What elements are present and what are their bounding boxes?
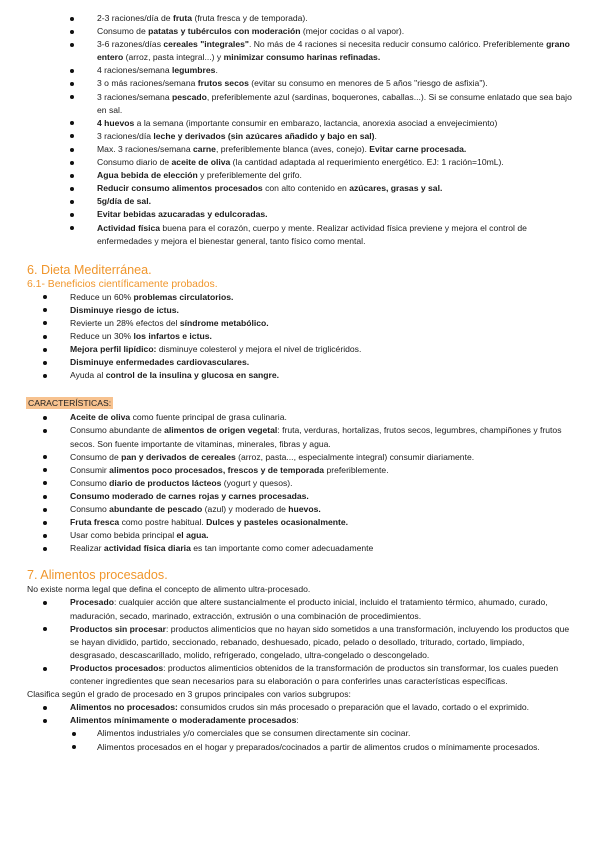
list-item [27,343,574,356]
list-item [27,304,574,317]
caracteristicas-label: CARACTERÍSTICAS: [28,398,112,409]
text-segment: como postre habitual. [119,517,207,528]
text-segment: : [296,715,299,726]
characteristics-list [27,411,574,555]
text-segment: Procesado [70,597,114,608]
text-segment: pan y derivados de cereales [121,451,236,462]
text-segment: minimizar consumo harinas refinadas. [223,52,381,63]
list-item [27,91,574,117]
text-segment: Reduce un 60% [70,291,134,302]
list-item [27,195,574,208]
text-segment: patatas y tubérculos con moderación [148,26,301,37]
text-segment: . No más de 4 raciones si necesita reducir consumo calórico. Preferiblemente [248,39,547,50]
list-item [27,596,574,622]
list-item [27,701,574,714]
text-segment: preferiblemente. [324,464,389,475]
text-segment: . [215,65,218,76]
text-segment: 4 huevos [97,117,135,128]
section-7-title: 7. Alimentos procesados. [27,568,168,583]
definitions-list [27,596,574,688]
text-segment: Productos sin procesar [70,623,166,634]
list-item [27,424,574,450]
text-segment: Consumir [70,464,110,475]
list-item [27,117,574,130]
section-6-1-subtitle: 6.1- Beneficios científicamente probados. [27,278,218,290]
text-segment: fruta [172,13,193,23]
text-segment: Actividad física [97,222,161,233]
section-6-title: 6. Dieta Mediterránea. [27,262,152,277]
text-segment: (mejor cocidas o al vapor). [300,26,405,37]
text-segment: Consumo moderado de carnes rojas y carnes procesadas. [70,490,309,501]
text-segment: cereales "integrales" [163,39,249,50]
text-segment: Ayuda al [70,370,106,381]
text-segment: Realizar [70,543,104,554]
text-segment: Reducir consumo alimentos procesados [97,183,263,194]
text-segment: (arroz, pasta..., especialmente integral) consumir diariamente. [235,451,475,462]
list-item [27,369,574,382]
benefits-list [27,291,574,383]
text-segment: Alimentos industriales y/o comerciales que se consumen directamente sin cocinar. [97,728,411,739]
text-segment: Fruta fresca [70,517,120,528]
text-segment: Evitar carne procesada. [369,143,467,154]
text-segment: Consumo [70,504,110,514]
list-item [27,356,574,369]
text-segment: . [374,130,377,141]
text-segment: Productos procesados [70,662,164,673]
text-segment: (yogurt y quesos). [221,477,293,488]
list-item [27,741,574,754]
text-segment: azúcares, grasas y sal. [349,183,443,194]
list-item [27,727,574,740]
text-segment: (azul) y moderado de [202,504,289,514]
list-item [27,623,574,662]
list-item [27,714,574,727]
classification-sublist [27,727,574,753]
list-item [27,477,574,490]
text-segment: : cualquier acción que altere sustancialmente el producto inicial, incluido el tratamiento térmico, ahumado, curado, maduración, secado, marinado, extracción, extrusión o una combinación de procedimientos. [70,597,548,621]
text-segment: (sin azúcares añadido y bajo en sal) [225,130,375,141]
text-segment: , preferiblemente azul (sardinas, boquerones, caballas...). Si se consume enlatado que sea bajo en sal. [97,91,572,115]
list-item [27,38,574,64]
text-segment: actividad física diaria [103,543,191,554]
list-item [27,208,574,221]
text-segment: Dulces y pasteles ocasionalmente. [206,517,349,528]
text-segment: (evitar su consumo en menores de 5 años "riesgo de asfixia"). [248,78,488,89]
list-item [27,182,574,195]
list-item [27,464,574,477]
text-segment: 3 raciones/semana [97,91,172,102]
text-segment: (arroz, pasta integral...) y [123,52,224,63]
text-segment: Consumo diario de [97,157,172,168]
text-segment: Disminuye enfermedades cardiovasculares. [70,357,250,368]
text-segment: frutos secos [197,78,249,89]
list-item [27,156,574,169]
text-segment: Mejora perfil lipídico: [70,344,157,355]
list-item [27,291,574,304]
text-segment: Consumo de [70,451,122,462]
list-item [27,169,574,182]
text-segment: consumidos crudos sin más procesado o preparación que el lavado, cortado o el exprimido. [177,702,530,713]
text-segment: Alimentos no procesados: [70,702,178,713]
text-segment: Consumo de [97,26,149,37]
text-segment: control de la insulina y glucosa en sangre. [105,370,280,381]
text-segment: Evitar bebidas azucaradas y edulcoradas. [97,209,268,220]
text-segment: Alimentos procesados en el hogar y preparados/cocinados a partir de alimentos crudos o mínimamente procesados. [97,741,540,752]
text-segment: , preferiblemente blanca (aves, conejo). [215,143,370,154]
text-segment: legumbres [172,65,216,76]
list-item [27,130,574,143]
text-segment: 3 raciones/día [97,130,154,141]
text-segment: 4 raciones/semana [97,65,172,76]
text-segment: diario de productos lácteos [109,477,222,488]
list-item [27,662,574,688]
text-segment: 2-3 raciones/día de [97,13,173,23]
classification-intro: Clasifica según el grado de procesado en 3 grupos principales con varios subgrupos: [27,689,351,700]
text-segment: disminuye colesterol y mejora el nivel de triglicéridos. [156,344,362,355]
section-7-intro: No existe norma legal que defina el concepto de alimento ultra-procesado. [27,584,311,595]
text-segment: Reduce un 30% [70,330,134,341]
classification-list [27,701,574,727]
list-item [27,143,574,156]
list-item [27,411,574,424]
text-segment: Aceite de oliva [70,412,131,423]
text-segment: : productos alimenticios obtenidos de la transformación de productos sin transformar, los cuales pueden contener ingredientes que sean necesarios para su elaboración o para conferirles unas características específicas. [70,662,559,687]
text-segment: y preferiblemente del grifo. [197,170,302,181]
text-segment: : productos alimenticios que no hayan sido sometidos a una transformación, incluyendo los productos que se hayan dividido, partido, seccionado, rebanado, deshuesado, picado, pelado o desollado, triturado, cortado, limpiado, desgrasado, descascarillado, molido, refrigerado, congelado, ultra-congelado o descongelado. [70,623,570,660]
text-segment: los infartos e ictus. [133,330,212,341]
text-segment: a la semana (importante consumir en embarazo, lactancia, anorexia asociad a envejecimiento) [134,117,498,128]
text-segment: aceite de oliva [171,157,231,168]
text-segment: 5g/día de sal. [97,196,151,207]
text-segment: síndrome metabólico. [179,317,269,328]
text-segment: con alto contenido en [262,183,350,194]
text-segment: Consumo [70,477,110,488]
text-segment: leche y derivados [153,130,226,141]
text-segment: Alimentos mínimamente o moderadamente procesados [70,715,297,726]
text-segment: Agua bebida de elección [97,170,198,181]
text-segment: problemas circulatorios. [133,291,234,302]
list-item [27,12,574,25]
text-segment: : fruta, verduras, hortalizas, frutos secos, legumbres, champiñones y frutos secos. Son fuente importante de vitaminas, minerales, fibras y agua. [70,425,562,449]
text-segment: el agua. [176,530,209,541]
text-segment: como fuente principal de grasa culinaria. [130,412,287,423]
text-segment: pescado [172,91,207,102]
list-item [27,317,574,330]
text-segment: abundante de pescado [109,504,203,514]
text-segment: carne [193,143,216,154]
list-item [27,529,574,542]
text-segment: grano entero [97,39,570,63]
text-segment: es tan importante como comer adecuadamente [190,543,374,554]
list-item [27,503,574,516]
text-segment: 3-6 razones/días [97,39,164,50]
recommendations-list [27,12,574,248]
text-segment: Revierte un 28% efectos del [70,317,180,328]
list-item [27,490,574,503]
list-item [27,330,574,343]
text-segment: alimentos de origen vegetal [164,425,278,436]
list-item [27,516,574,529]
text-segment: 3 o más raciones/semana [97,78,198,89]
list-item [27,451,574,464]
list-item [27,25,574,38]
text-segment: buena para el corazón, cuerpo y mente. Realizar actividad física previene y mejora el control de enfermedades y mejora el bienestar general, tanto físico como mental. [97,222,527,246]
text-segment: (la cantidad adaptada al requerimiento energético. EJ: 1 ración=10mL). [230,157,504,168]
text-segment: alimentos poco procesados, frescos y de temporada [109,464,325,475]
list-item [27,77,574,90]
list-item [27,64,574,77]
text-segment: Usar como bebida principal [70,530,177,541]
text-segment: Consumo abundante de [70,425,165,436]
list-item [27,542,574,555]
text-segment: Disminuye riesgo de ictus. [70,304,179,315]
text-segment: huevos. [288,504,321,514]
text-segment: Max. 3 raciones/semana [97,143,194,154]
list-item [27,222,574,248]
text-segment: (fruta fresca y de temporada). [192,13,308,23]
